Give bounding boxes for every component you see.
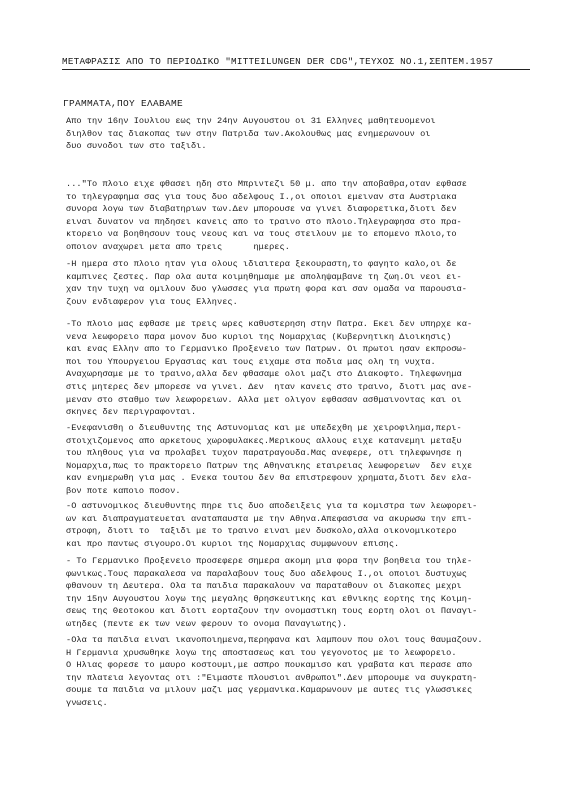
letters-heading: ΓΡΑΜΜΑΤΑ,ΠΟΥ ΕΛΑΒΑΜΕ (63, 98, 184, 109)
paragraph-line: γνωσεις. (66, 697, 108, 708)
paragraph-line: καμπινες ζεστες. Παρ ολα αυτα κοιμηθημαμε με αποληψαμβανε τη ζωη.Οι νεοι ει- (66, 271, 462, 282)
paragraph-line: Αναχωρησαμε με το τραινο,αλλα δεν φθασαμε ολοι μαζι στο Διακοφτο. Τηλεφωνημα (66, 369, 462, 380)
paragraph-line: Η Γερμανια χρυσωθηκε λογω της αποστασεως και του γεγονοτος με το λεωφορειο. (66, 647, 457, 658)
paragraph-line: οποιον αναχωρει μετα απο τρεις ημερες. (66, 241, 290, 252)
paragraph-line: και ενας Ελλην απο το Γερμανικο Προξενειο των Πατρων. Οι πρωτοι ησαν εκπροσω- (66, 344, 467, 355)
paragraph-line: ωτηδες (πεντε εκ των νεων φερουν το ονομα Παναγιωτης). (66, 618, 348, 629)
paragraph-line: μεναν στο σταθμο των λεωφορειων. Αλλα μετ ολιγον εφθασαν ασθμαινοντας και οι (66, 394, 462, 405)
paragraph-line: βον ποτε καποιο ποσον. (66, 485, 181, 496)
paragraph-line: καν ενημερωθη για μας . Ενεκα τουτου δεν θα επιστρεφουν χρηματα,διοτι δεν ελα- (66, 473, 473, 484)
paragraph-line: Απο την 16ην Ιουλιου εως την 24ην Αυγουστου οι 31 Ελληνες μαθητευομενοι (66, 116, 436, 126)
paragraph-line: -Ολα τα παιδια ειναι ικανοποιημενα,περηφανα και λαμπουν που ολοι τους θαυμαζουν. (66, 635, 483, 645)
paragraph-line: στροφη, διοτι το ταξιδι με το τραινο ειναι μεν δυσκολο,αλλα οικονομικοτερο (66, 526, 457, 537)
paragraph-line: φθανουν τη Δευτερα. Ολα τα παιδια παρακαλουν να παραταθουν οι διακοπες μεχρι (66, 581, 462, 592)
paragraph-line: - Το Γερμανικο Προξενειο προσεφερε σημερα ακομη μια φορα την βοηθεια του τηλε- (66, 556, 473, 566)
document-header: ΜΕΤΑΦΡΑΣΙΣ ΑΠΟ ΤΟ ΠΕΡΙΟΔΙΚΟ "MITTEILUNGEN DER CDG",ΤΕΥΧΟΣ ΝΟ.1,ΣΕΠΤΕΜ.1957 (62, 56, 494, 67)
paragraph-line: ειναι δυνατον να πηδησει κανεις απο το τραινο στο πλοιο.Τηλεγραφησα στο πρα- (66, 216, 462, 227)
header-underline (62, 69, 530, 70)
paragraph-line: ..."Το πλοιο ειχε φθασει ηδη στο Μπριντεζι 50 μ. απο την αποβαθρα,οταν εφθασε (66, 179, 467, 189)
paragraph-line: σεως της Θεοτοκου και διοτι εορταζουν την ονομαστικη τους εορτη ολοι οι Παναγι- (66, 606, 478, 617)
paragraph-line: σκηνες δεν περιγραφονται. (66, 407, 197, 418)
paragraph-line: και προ παντως σιγουρο.Οι κυριοι της Νομαρχιας συμφωνουν επισης. (66, 538, 400, 549)
paragraph (66, 178, 526, 254)
paragraph-line: την 15ην Αυγουστου λογω της μεγαλης θρησκευτικης και εθνικης εορτης της Κοιμη- (66, 593, 473, 604)
paragraph-line: συνορα λογω των διαβατηριων των.Δεν μπορουσε να γινει διαφορετικα,διοτι δεν (66, 204, 457, 215)
paragraph-line: -Η ημερα στο πλοιο ηταν για ολους ιδιαιτερα ξεκουραστη,το φαγητο καλο,οι δε (66, 259, 457, 269)
paragraph (66, 258, 526, 308)
paragraph (66, 634, 526, 710)
paragraph-line: ζουν ενδιαφερον για τους Ελληνες. (66, 296, 238, 307)
paragraph-line: την πλατεια λεγοντας οτι :"Ειμαστε πλουσιοι ανθρωποι".Δεν μπορουμε να συγκρατη- (66, 672, 478, 683)
paragraph-line: στις μητερες δεν μπορεσε να γινει. Δεν ηταν κανεις στο τραινο, διοτι μας ανε- (66, 381, 473, 392)
paragraph-line: το τηλεγραφημα σας για τους δυο αδελφους Ι.,οι οποιοι εμειναν στα Αυστριακα (66, 191, 457, 202)
paragraph-line: -Το πλοιο μας εφθασε με τρεις ωρες καθυστερηση στην Πατρα. Εκει δεν υπηρχε κα- (66, 319, 473, 329)
paragraph-line: φωνικως.Τους παρακαλεσα να παραλαβουν τους δυο αδελφους Ι.,οι οποιοι δυστυχως (66, 568, 467, 579)
paragraph-line: -Ο αστυνομικος διευθυντης πηρε τις δυο αποδειξεις για τα κομιστρα των λεωφορει- (66, 501, 478, 511)
paragraph (66, 318, 526, 419)
paragraph-line: δυο συνοδοι των στο ταξιδι. (66, 141, 207, 152)
paragraph-line: κτορειο να βοηθησουν τους νεους και να τους στειλουν με το επομενο πλοιο,το (66, 229, 457, 240)
paragraph-line: ων και διαπραγματευεται αναταπαυστα με την Αθηνα.Απεφασισα να ακυρωσω την επι- (66, 513, 473, 524)
paragraph (66, 115, 526, 153)
paragraph (66, 500, 526, 550)
paragraph-line: του πληθους για να προλαβει τυχον παρατραγουδα.Μας ανεφερε, οτι τηλεφωνησε η (66, 448, 462, 459)
paragraph-line: -Ενεφανισθη ο διευθυντης της Αστυνομιας και με υπεδεχθη με χειροφιλημα,περι- (66, 423, 462, 433)
paragraph (66, 422, 526, 498)
paragraph-line: νενα λεωφορειο παρα μονον δυο κυριοι της Νομαρχιας (Κυβερνητικη Διοικησις) (66, 331, 452, 342)
paragraph-line: σουμε τα παιδια να μιλουν μαζι μας γερμανικα.Καμαρωνουν με αυτες τις γλωσσικες (66, 685, 473, 696)
paragraph (66, 555, 526, 631)
paragraph-line: χαν την τυχη να ομιλουν δυο γλωσσες για πρωτη φορα και σαν ομαδα να παρουσια- (66, 284, 467, 295)
paragraph-line: στοιχιζομενος απο αρκετους χωροφυλακες.Μερικους αλλους ειχε κατανεμηι μεταξυ (66, 435, 462, 446)
paragraph-line: ποι του Υπουργειου Εργασιας και τους ειχαμε στα ποδια μας ολη τη νυχτα. (66, 356, 436, 367)
paragraph-line: διηλθον τας διακοπας των στην Πατριδα των.Ακολουθως μας ενημερωνουν οι (66, 128, 431, 139)
paragraph-line: Νομαρχια,πως το πρακτορειο Πατρων της Αθηναικης εταιρειας λεωφορειων δεν ειχε (66, 460, 473, 471)
paragraph-line: Ο Ηλιας φορεσε το μαυρο κοστουμι,με ασπρο πουκαμισο και γραβατα και περασε απο (66, 660, 473, 671)
